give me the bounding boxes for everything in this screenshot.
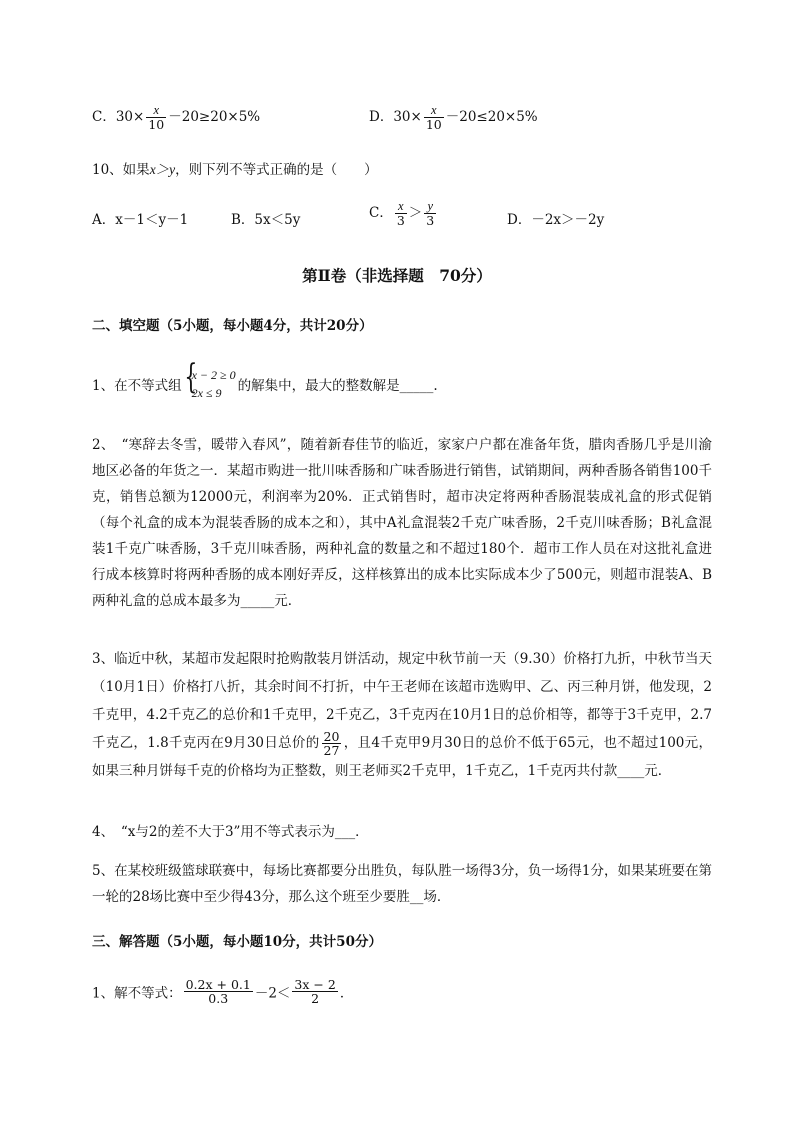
brace-icon: { [183, 357, 197, 397]
fraction: $\frac{0.2x + 0.1}{0.3}$ [185, 977, 251, 1007]
q10-stem: 10、如果x＞y，则下列不等式正确的是（ ） [92, 162, 378, 178]
q10-option-b: B．5x＜5y [231, 212, 301, 228]
fill-question-3: 3、临近中秋，某超市发起限时抢购散装月饼活动，规定中秋节前一天（9.30）价格打九折，中秋节当天（10月1日）价格打八折，其余时间不打折，中午王老师在该超市选购甲、乙、丙三种月饼，他发现，2千克甲，4.2千克乙的总价和1千克甲，2千克乙，3千克丙在10月1日的总价相等，都等于3千克甲，2.7千克乙，1.8千克丙在9月30日总价的 $\frac{20}{27}$ ，且4千克甲9月30日的总价不低于65元，也不超过100元，如果三种月饼每千克的价格均为正整数，则王老师买2千克甲，1千克乙，1千克丙共付款____元． [92, 651, 712, 780]
fraction: $\frac{y}{3}$ [426, 199, 435, 229]
part2-title: 第Ⅱ卷（非选择题 70分） [302, 266, 492, 285]
fill-question-1: 1、在不等式组 { x − 2 ≥ 0 2x ≤ 9 的解集中，最大的整数解是_____. [92, 357, 438, 400]
section3-heading: 三、解答题（5小题，每小题10分，共计50分） [92, 934, 382, 950]
q10-option-d: D．－2x＞－2y [507, 212, 605, 228]
fill-question-4: 4、 “x与2的差不大于3”用不等式表示为___． [92, 824, 369, 840]
fraction: $\frac{x}{3}$ [396, 199, 405, 229]
q9-option-c: C．30× $\frac{x}{10}$ －20≥20×5% [92, 103, 261, 133]
fill-question-2: 2、 “寒辞去冬雪，暖带入春风”，随着新春佳节的临近，家家户户都在准备年货，腊肉香肠几乎是川渝地区必备的年货之一．某超市购进一批川味香肠和广味香肠进行销售，试销期间，两种香肠各销售100千克，销售总额为12000元，利润率为20%．正式销售时，超市决定将两种香肠混装成礼盒的形式促销（每个礼盒的成本为混装香肠的成本之和），其中A礼盒混装2千克广味香肠，2千克川味香肠；B礼盒混装1千克广味香肠，3千克川味香肠，两种礼盒的数量之和不超过180个．超市工作人员在对这批礼盒进行成本核算时将两种香肠的成本刚好弄反，这样核算出的成本比实际成本少了500元，则超市混装A、B两种礼盒的总成本最多为_____元． [92, 437, 712, 609]
q10-option-c: C． $\frac{x}{3}$ ＞ $\frac{y}{3}$ [369, 199, 435, 229]
fraction: $\frac{x}{10}$ [425, 103, 442, 133]
section2-heading: 二、填空题（5小题，每小题4分，共计20分） [92, 318, 373, 334]
fill-question-5: 5、在某校班级篮球联赛中，每场比赛都要分出胜负，每队胜一场得3分，负一场得1分，如果某班要在第一轮的28场比赛中至少得43分，那么这个班至少要胜__场． [92, 863, 712, 905]
q10-option-a: A．x－1＜y－1 [92, 212, 189, 228]
q9-option-d: D．30× $\frac{x}{10}$ －20≤20×5% [369, 103, 538, 133]
fraction: $\frac{x}{10}$ [148, 103, 165, 133]
fraction: $\frac{20}{27}$ [323, 728, 340, 758]
solve-question-1: 1、解不等式： $\frac{0.2x + 0.1}{0.3}$ －2＜ $\frac{3x - 2}{2}$ ． [92, 977, 354, 1007]
inequality-system: { x − 2 ≥ 0 2x ≤ 9 [183, 357, 236, 400]
fraction: $\frac{3x - 2}{2}$ [294, 977, 336, 1007]
